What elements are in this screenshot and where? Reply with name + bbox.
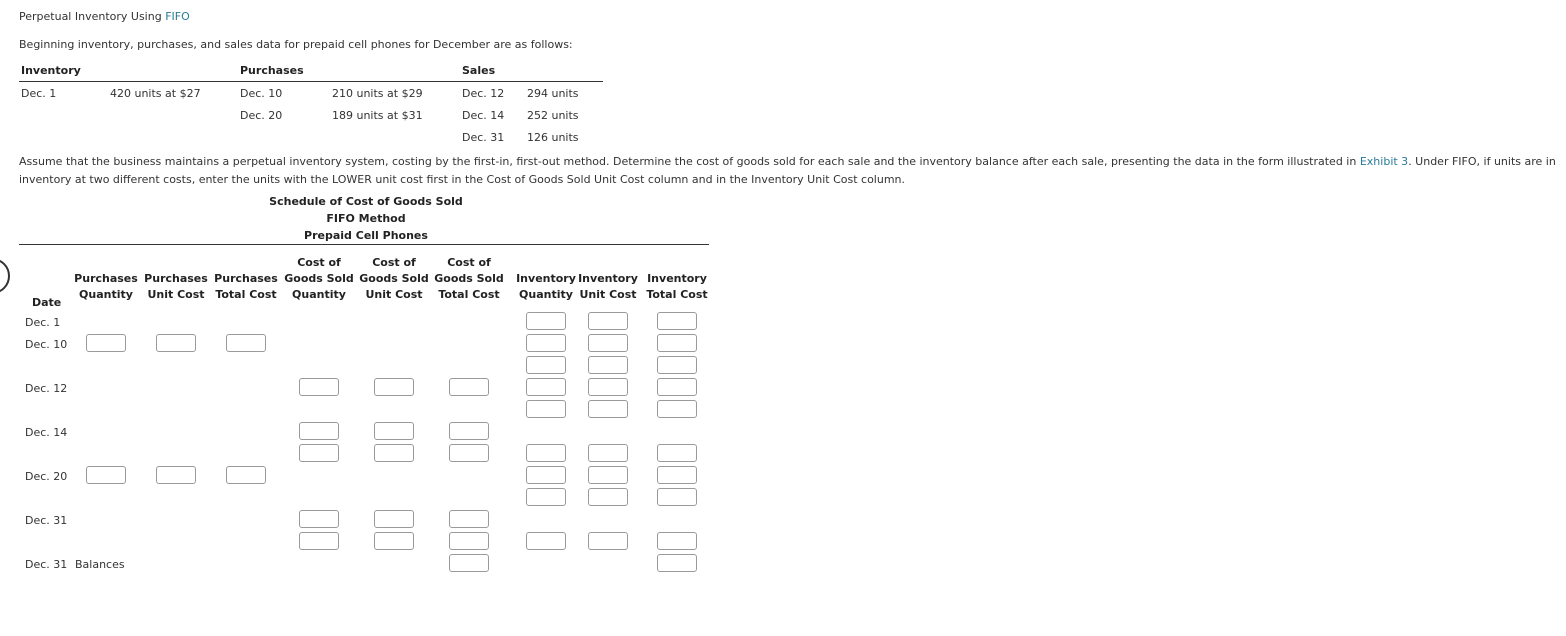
column-header-line: Total Cost bbox=[215, 288, 277, 301]
row-date: Dec. 10 bbox=[25, 338, 68, 351]
instructions-line-2: inventory at two different costs, enter the units with the LOWER unit cost first in the Cost of Goods Sold Unit Cost column and in the Inventory Unit Cost column. bbox=[19, 173, 906, 186]
cogs-total-cost-input[interactable] bbox=[449, 378, 489, 396]
column-header-line bbox=[632, 255, 722, 271]
fifo-link[interactable]: FIFO bbox=[165, 10, 190, 23]
inventory-quantity-input[interactable] bbox=[526, 312, 566, 330]
cogs-total-cost-input[interactable] bbox=[449, 554, 489, 572]
inventory-desc: 420 units at $27 bbox=[110, 87, 201, 100]
inventory-total-cost-input[interactable] bbox=[657, 444, 697, 462]
inventory-total-cost-input[interactable] bbox=[657, 488, 697, 506]
inventory-quantity-input[interactable] bbox=[526, 444, 566, 462]
row-date: Dec. 14 bbox=[25, 426, 68, 439]
sale-desc: 252 units bbox=[527, 109, 579, 122]
purchase-date: Dec. 10 bbox=[240, 87, 283, 100]
inventory-quantity-input[interactable] bbox=[526, 378, 566, 396]
cogs-unit-cost-input[interactable] bbox=[374, 510, 414, 528]
inventory-total-cost-input[interactable] bbox=[657, 312, 697, 330]
intro-text: Beginning inventory, purchases, and sales data for prepaid cell phones for December are as follows: bbox=[19, 38, 573, 51]
page-title-text: Perpetual Inventory Using bbox=[19, 10, 166, 23]
purchases-header: Purchases bbox=[240, 64, 304, 77]
column-header-line: Inventory bbox=[647, 272, 707, 285]
purchases-unit-cost-input[interactable] bbox=[156, 334, 196, 352]
column-header-line: Inventory bbox=[578, 272, 638, 285]
cogs-total-cost-input[interactable] bbox=[449, 510, 489, 528]
cogs-quantity-input[interactable] bbox=[299, 422, 339, 440]
column-header-line: Quantity bbox=[519, 288, 573, 301]
inventory-unit-cost-input[interactable] bbox=[588, 334, 628, 352]
schedule-product: Prepaid Cell Phones bbox=[304, 229, 428, 242]
column-header-line: Goods Sold bbox=[284, 272, 354, 285]
sale-date: Dec. 14 bbox=[462, 109, 505, 122]
inventory-unit-cost-input[interactable] bbox=[588, 378, 628, 396]
inventory-total-cost-input[interactable] bbox=[657, 400, 697, 418]
instructions-line-1 bbox=[19, 155, 1556, 168]
instructions-text: Assume that the business maintains a perpetual inventory system, costing by the first-in, first-out method. Determine the cost of goods sold for each sale and the inventory balance after each sale, presenting the data in the form illustrated in bbox=[19, 155, 1360, 168]
schedule-rule bbox=[19, 244, 709, 245]
column-header-line: Cost of bbox=[372, 256, 416, 269]
schedule-method: FIFO Method bbox=[326, 212, 406, 225]
purchases-quantity-input[interactable] bbox=[86, 466, 126, 484]
cogs-unit-cost-input[interactable] bbox=[374, 444, 414, 462]
inventory-quantity-input[interactable] bbox=[526, 334, 566, 352]
data-table-rule bbox=[19, 81, 603, 82]
cogs-quantity-input[interactable] bbox=[299, 510, 339, 528]
row-date: Dec. 12 bbox=[25, 382, 68, 395]
inventory-total-cost-input[interactable] bbox=[657, 334, 697, 352]
column-header-line: Total Cost bbox=[438, 288, 500, 301]
column-header-line: Unit Cost bbox=[365, 288, 423, 301]
column-header bbox=[632, 255, 722, 303]
column-header-line: Goods Sold bbox=[359, 272, 429, 285]
row-date: Dec. 1 bbox=[25, 316, 61, 329]
cogs-quantity-input[interactable] bbox=[299, 444, 339, 462]
inventory-quantity-input[interactable] bbox=[526, 488, 566, 506]
row-date: Dec. 31 bbox=[25, 558, 68, 571]
cogs-unit-cost-input[interactable] bbox=[374, 378, 414, 396]
inventory-total-cost-input[interactable] bbox=[657, 532, 697, 550]
column-header-line: Cost of bbox=[297, 256, 341, 269]
instructions-text: . Under FIFO, if units are in bbox=[1408, 155, 1556, 168]
cogs-total-cost-input[interactable] bbox=[449, 532, 489, 550]
purchase-desc: 210 units at $29 bbox=[332, 87, 423, 100]
purchases-unit-cost-input[interactable] bbox=[156, 466, 196, 484]
exhibit-3-link[interactable]: Exhibit 3 bbox=[1359, 155, 1409, 168]
inventory-unit-cost-input[interactable] bbox=[588, 466, 628, 484]
cogs-quantity-input[interactable] bbox=[299, 378, 339, 396]
inventory-unit-cost-input[interactable] bbox=[588, 312, 628, 330]
schedule-title: Schedule of Cost of Goods Sold bbox=[269, 195, 463, 208]
purchase-date: Dec. 20 bbox=[240, 109, 283, 122]
cogs-quantity-input[interactable] bbox=[299, 532, 339, 550]
inventory-quantity-input[interactable] bbox=[526, 400, 566, 418]
cogs-unit-cost-input[interactable] bbox=[374, 422, 414, 440]
inventory-unit-cost-input[interactable] bbox=[588, 444, 628, 462]
column-header-line: Cost of bbox=[447, 256, 491, 269]
purchase-desc: 189 units at $31 bbox=[332, 109, 423, 122]
sales-header: Sales bbox=[462, 64, 496, 77]
column-header-line: Goods Sold bbox=[434, 272, 504, 285]
inventory-quantity-input[interactable] bbox=[526, 532, 566, 550]
sale-desc: 294 units bbox=[527, 87, 579, 100]
sale-date: Dec. 31 bbox=[462, 131, 505, 144]
inventory-header: Inventory bbox=[21, 64, 81, 77]
sale-date: Dec. 12 bbox=[462, 87, 505, 100]
inventory-total-cost-input[interactable] bbox=[657, 356, 697, 374]
inventory-date: Dec. 1 bbox=[21, 87, 57, 100]
inventory-total-cost-input[interactable] bbox=[657, 378, 697, 396]
cogs-unit-cost-input[interactable] bbox=[374, 532, 414, 550]
inventory-quantity-input[interactable] bbox=[526, 356, 566, 374]
column-header-line: Inventory bbox=[516, 272, 576, 285]
column-header-line: Purchases bbox=[214, 272, 278, 285]
row-date: Dec. 31 bbox=[25, 514, 68, 527]
purchases-total-cost-input[interactable] bbox=[226, 466, 266, 484]
column-header-line: Purchases bbox=[144, 272, 208, 285]
inventory-unit-cost-input[interactable] bbox=[588, 532, 628, 550]
inventory-total-cost-input[interactable] bbox=[657, 554, 697, 572]
inventory-unit-cost-input[interactable] bbox=[588, 488, 628, 506]
column-header-line: Total Cost bbox=[646, 288, 708, 301]
row-label: Balances bbox=[75, 558, 125, 571]
circle-mark bbox=[0, 258, 10, 294]
cogs-total-cost-input[interactable] bbox=[449, 422, 489, 440]
cogs-total-cost-input[interactable] bbox=[449, 444, 489, 462]
sale-desc: 126 units bbox=[527, 131, 579, 144]
inventory-total-cost-input[interactable] bbox=[657, 466, 697, 484]
inventory-unit-cost-input[interactable] bbox=[588, 400, 628, 418]
purchases-quantity-input[interactable] bbox=[86, 334, 126, 352]
row-date: Dec. 20 bbox=[25, 470, 68, 483]
column-header-line: Quantity bbox=[292, 288, 346, 301]
page-title bbox=[19, 10, 190, 23]
purchases-total-cost-input[interactable] bbox=[226, 334, 266, 352]
inventory-quantity-input[interactable] bbox=[526, 466, 566, 484]
date-column-header: Date bbox=[32, 296, 62, 309]
column-header-line: Quantity bbox=[79, 288, 133, 301]
column-header-line: Unit Cost bbox=[579, 288, 637, 301]
column-header-line: Purchases bbox=[74, 272, 138, 285]
inventory-unit-cost-input[interactable] bbox=[588, 356, 628, 374]
column-header-line: Unit Cost bbox=[147, 288, 205, 301]
